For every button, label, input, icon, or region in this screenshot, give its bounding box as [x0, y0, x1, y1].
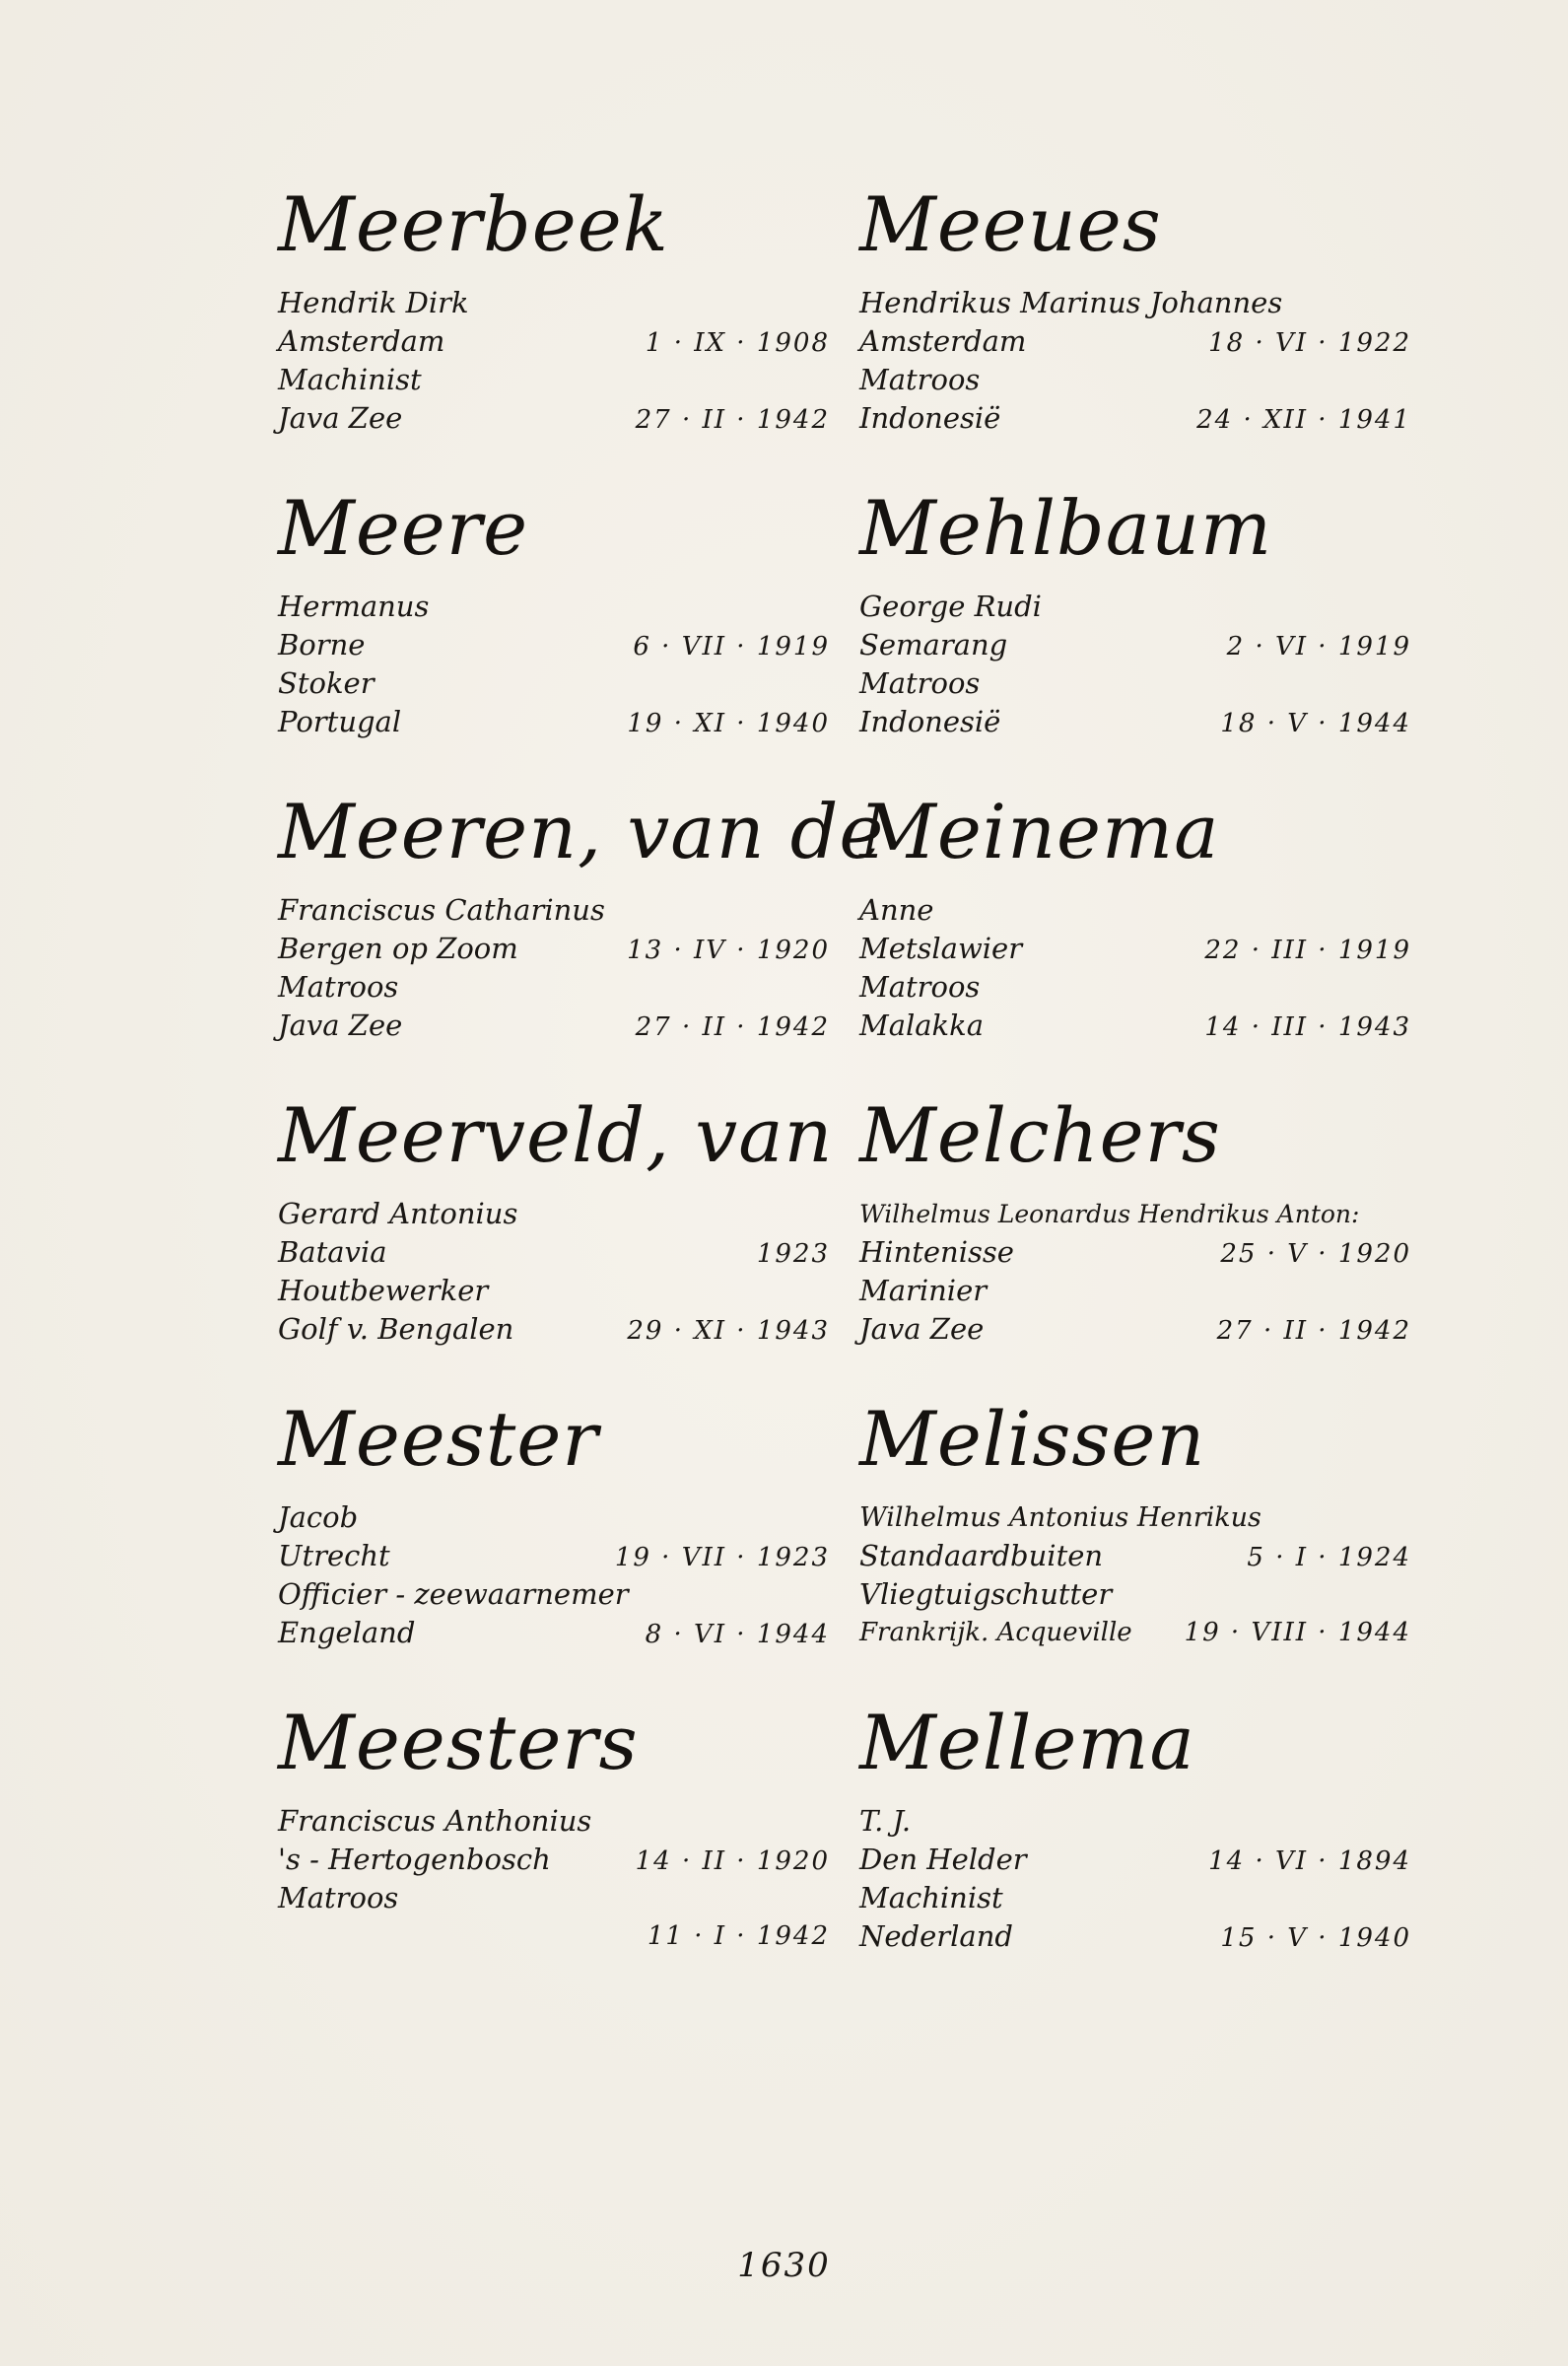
death-place: Nederland	[859, 1919, 1013, 1953]
surname-heading: Meeues	[859, 180, 1162, 268]
given-names: George Rudi	[859, 590, 1042, 623]
given-names-row	[278, 588, 830, 626]
given-names-row	[859, 588, 1411, 626]
birth-row	[278, 1233, 830, 1272]
birth-row	[859, 1537, 1411, 1575]
birth-date: 6 · VII · 1919	[633, 632, 830, 661]
birth-date: 18 · VI · 1922	[1208, 328, 1411, 358]
birth-row	[278, 1841, 830, 1879]
death-date: 27 · II · 1942	[635, 405, 830, 435]
given-names: Jacob	[278, 1500, 359, 1534]
death-place: Indonesië	[859, 401, 1001, 435]
surname-heading: Meere	[278, 484, 529, 572]
death-place: Frankrijk. Acqueville	[859, 1618, 1132, 1647]
birth-date: 22 · III · 1919	[1204, 936, 1411, 965]
given-names: Franciscus Catharinus	[278, 893, 605, 927]
entry-meinema	[859, 785, 1411, 1088]
occupation-row	[278, 968, 830, 1007]
birth-row	[278, 930, 830, 968]
birth-row	[859, 1233, 1411, 1272]
birth-place: Borne	[278, 628, 366, 661]
death-row	[278, 1007, 830, 1045]
given-names-row	[278, 1802, 830, 1841]
death-row	[859, 1917, 1411, 1956]
given-names: Wilhelmus Antonius Henrikus	[859, 1502, 1261, 1533]
birth-date: 1 · IX · 1908	[645, 328, 830, 358]
occupation-row	[859, 664, 1411, 703]
birth-date: 1923	[756, 1239, 830, 1269]
entry-meeren-van-de	[278, 785, 885, 1088]
death-row	[278, 1614, 830, 1652]
left-column	[278, 177, 885, 1999]
given-names-row	[859, 284, 1411, 322]
right-column	[859, 177, 1411, 1999]
birth-date: 25 · V · 1920	[1220, 1239, 1411, 1269]
birth-date: 14 · II · 1920	[635, 1846, 830, 1876]
given-names-row	[278, 891, 830, 930]
given-names: Hermanus	[278, 590, 430, 623]
birth-place: Den Helder	[859, 1843, 1027, 1876]
surname-heading: Meester	[278, 1395, 599, 1483]
death-row	[859, 703, 1411, 741]
death-place: Indonesië	[859, 705, 1001, 738]
surname-heading: Mehlbaum	[859, 484, 1273, 572]
death-date: 27 · II · 1942	[1216, 1316, 1411, 1346]
birth-place: Amsterdam	[278, 324, 445, 358]
occupation: Matroos	[859, 363, 981, 396]
birth-place: Batavia	[278, 1235, 387, 1269]
occupation: Machinist	[278, 363, 422, 396]
birth-row	[278, 322, 830, 361]
occupation: Machinist	[859, 1881, 1003, 1914]
death-place: Malakka	[859, 1009, 984, 1042]
death-place: Portugal	[278, 705, 402, 738]
birth-row	[859, 930, 1411, 968]
given-names: Franciscus Anthonius	[278, 1804, 592, 1838]
birth-date: 2 · VI · 1919	[1226, 632, 1411, 661]
occupation: Matroos	[859, 666, 981, 700]
occupation: Officier - zeewaarnemer	[278, 1577, 629, 1611]
death-row	[859, 1310, 1411, 1349]
given-names: Anne	[859, 893, 934, 927]
occupation-row	[859, 1272, 1411, 1310]
occupation-row	[278, 1879, 830, 1917]
surname-heading: Meinema	[859, 788, 1220, 875]
surname-heading: Mellema	[859, 1699, 1195, 1786]
occupation: Matroos	[859, 970, 981, 1004]
given-names-row	[278, 1195, 830, 1233]
occupation-row	[859, 1575, 1411, 1614]
death-place: Engeland	[278, 1616, 416, 1649]
given-names-row	[859, 891, 1411, 930]
birth-place: Utrecht	[278, 1539, 390, 1572]
birth-place: 's - Hertogenbosch	[278, 1843, 551, 1876]
death-place: Golf v. Bengalen	[278, 1312, 514, 1346]
birth-place: Semarang	[859, 628, 1008, 661]
birth-row	[859, 1841, 1411, 1879]
death-place: Java Zee	[278, 1009, 403, 1042]
death-row	[278, 1310, 830, 1349]
entry-melissen	[859, 1392, 1411, 1696]
occupation: Vliegtuigschutter	[859, 1577, 1113, 1611]
occupation-row	[278, 664, 830, 703]
birth-row	[278, 1537, 830, 1575]
death-date: 15 · V · 1940	[1220, 1923, 1411, 1953]
entry-meerveld-van	[278, 1088, 834, 1392]
given-names: Hendrik Dirk	[278, 286, 469, 319]
birth-row	[278, 626, 830, 664]
entry-mehlbaum	[859, 481, 1411, 785]
entry-mellema	[859, 1696, 1411, 1999]
death-row	[859, 399, 1411, 438]
surname-heading: Meerveld, van	[278, 1091, 834, 1179]
death-date: 24 · XII · 1941	[1196, 405, 1411, 435]
entry-meeues	[859, 177, 1411, 481]
entry-meere	[278, 481, 830, 785]
given-names-row	[859, 1802, 1411, 1841]
entry-melchers	[859, 1088, 1411, 1392]
death-date: 19 · VIII · 1944	[1184, 1618, 1411, 1647]
given-names-row	[278, 1498, 830, 1537]
occupation-row	[278, 361, 830, 399]
birth-place: Bergen op Zoom	[278, 932, 518, 965]
surname-heading: Meerbeek	[278, 180, 669, 268]
death-row	[278, 703, 830, 741]
occupation: Stoker	[278, 666, 375, 700]
page-number: 1630	[737, 2246, 831, 2285]
given-names-row	[859, 1498, 1411, 1537]
surname-heading: Meeren, van de	[278, 788, 885, 875]
death-place: Java Zee	[859, 1312, 985, 1346]
occupation: Matroos	[278, 970, 399, 1004]
death-date: 14 · III · 1943	[1204, 1012, 1411, 1042]
death-row	[278, 1917, 830, 1956]
occupation-row	[278, 1575, 830, 1614]
given-names: Hendrikus Marinus Johannes	[859, 286, 1283, 319]
entry-meerbeek	[278, 177, 830, 481]
surname-heading: Meesters	[278, 1699, 639, 1786]
birth-row	[859, 322, 1411, 361]
given-names: Wilhelmus Leonardus Hendrikus Anton:	[859, 1200, 1360, 1228]
occupation-row	[859, 968, 1411, 1007]
occupation: Matroos	[278, 1881, 399, 1914]
birth-place: Amsterdam	[859, 324, 1027, 358]
birth-place: Standaardbuiten	[859, 1539, 1104, 1572]
given-names-row	[278, 284, 830, 322]
surname-heading: Melchers	[859, 1091, 1221, 1179]
death-row	[278, 399, 830, 438]
surname-heading: Melissen	[859, 1395, 1206, 1483]
birth-place: Hintenisse	[859, 1235, 1014, 1269]
occupation-row	[859, 1879, 1411, 1917]
given-names: T. J.	[859, 1804, 912, 1838]
entry-meester	[278, 1392, 830, 1696]
death-date: 8 · VI · 1944	[645, 1620, 830, 1649]
birth-date: 19 · VII · 1923	[614, 1543, 830, 1572]
entry-meesters	[278, 1696, 830, 1999]
death-date: 29 · XI · 1943	[627, 1316, 830, 1346]
death-date: 27 · II · 1942	[635, 1012, 830, 1042]
occupation-row	[859, 361, 1411, 399]
given-names: Gerard Antonius	[278, 1197, 518, 1230]
birth-date: 13 · IV · 1920	[627, 936, 830, 965]
birth-row	[859, 626, 1411, 664]
death-date: 11 · I · 1942	[647, 1921, 830, 1951]
death-row	[859, 1007, 1411, 1045]
given-names-row	[859, 1195, 1411, 1233]
birth-date: 14 · VI · 1894	[1208, 1846, 1411, 1876]
occupation: Marinier	[859, 1274, 988, 1307]
birth-place: Metslawier	[859, 932, 1023, 965]
occupation-row	[278, 1272, 830, 1310]
death-date: 19 · XI · 1940	[627, 709, 830, 738]
death-row	[859, 1614, 1411, 1652]
death-date: 18 · V · 1944	[1220, 709, 1411, 738]
birth-date: 5 · I · 1924	[1247, 1543, 1411, 1572]
death-place: Java Zee	[278, 401, 403, 435]
occupation: Houtbewerker	[278, 1274, 489, 1307]
